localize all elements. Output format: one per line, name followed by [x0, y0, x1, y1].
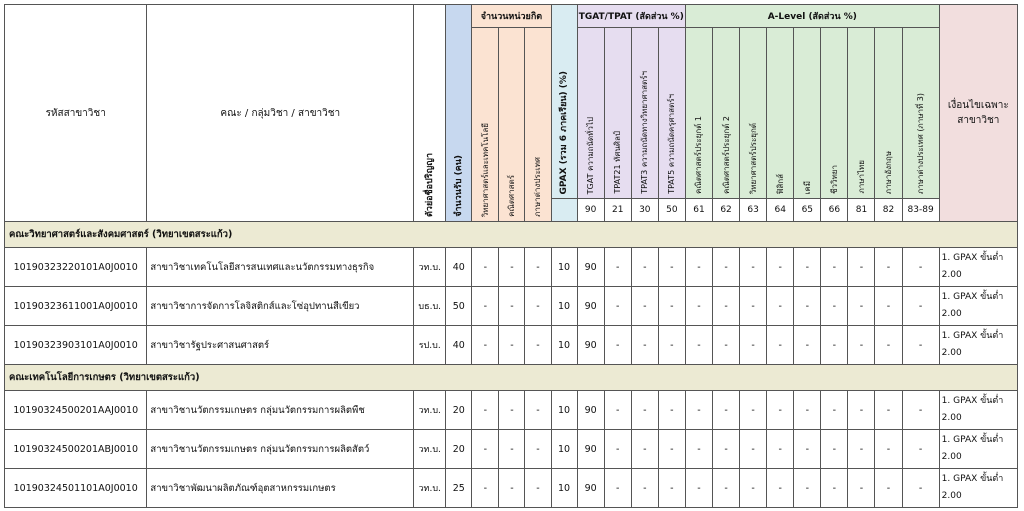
- header-tgat-group: TGAT/TPAT (สัดส่วน %): [577, 5, 685, 28]
- weight-cell: 81: [848, 199, 875, 222]
- weight-cell: 30: [631, 199, 658, 222]
- score-cell: -: [767, 469, 794, 508]
- unit-cell: -: [472, 248, 499, 287]
- score-cell: -: [875, 391, 902, 430]
- unit-cell: -: [525, 391, 551, 430]
- score-cell: -: [821, 430, 848, 469]
- score-cell: -: [821, 326, 848, 365]
- score-cell: -: [631, 248, 658, 287]
- weight-cell: 65: [794, 199, 821, 222]
- header-alevel-66: ชีววิทยา: [821, 28, 848, 199]
- score-cell: -: [685, 391, 712, 430]
- score-cell: -: [794, 287, 821, 326]
- condition-line: 2.00: [941, 309, 962, 319]
- condition-cell: [939, 287, 1017, 326]
- weight-cell: 62: [713, 199, 740, 222]
- score-cell: -: [767, 326, 794, 365]
- gpax-weight: 10: [551, 248, 577, 287]
- tgat-weight: 90: [577, 469, 604, 508]
- score-cell: -: [604, 287, 631, 326]
- weight-cell: 82: [875, 199, 902, 222]
- unit-cell: -: [472, 287, 499, 326]
- score-cell: -: [848, 430, 875, 469]
- program-name: สาขาวิชารัฐประศาสนศาสตร์: [147, 326, 414, 365]
- program-name: สาขาวิชาเทคโนโลยีสารสนเทศและนวัตกรรมทางธุรกิจ: [147, 248, 414, 287]
- score-cell: -: [875, 469, 902, 508]
- unit-cell: -: [499, 469, 525, 508]
- admission-table: [4, 4, 1018, 508]
- table-row: [5, 430, 1018, 469]
- header-alevel-group: A-Level (สัดส่วน %): [685, 5, 939, 28]
- faculty-row: [5, 222, 1018, 248]
- weight-cell: 64: [767, 199, 794, 222]
- score-cell: -: [658, 469, 685, 508]
- admit-count: 20: [446, 391, 472, 430]
- score-cell: -: [767, 287, 794, 326]
- score-cell: -: [902, 287, 939, 326]
- condition-cell: [939, 248, 1017, 287]
- score-cell: -: [902, 391, 939, 430]
- condition-line: 1. GPAX ขั้นต่ำ: [941, 474, 1004, 484]
- unit-cell: -: [525, 248, 551, 287]
- unit-cell: -: [525, 287, 551, 326]
- score-cell: -: [631, 469, 658, 508]
- program-name: สาขาวิชานวัตกรรมเกษตร กลุ่มนวัตกรรมการผลิตสัตว์: [147, 430, 414, 469]
- score-cell: -: [740, 469, 767, 508]
- header-alevel-63: วิทยาศาสตร์ประยุกต์: [740, 28, 767, 199]
- score-cell: -: [658, 391, 685, 430]
- condition-cell: [939, 469, 1017, 508]
- header-alevel-62: คณิตศาสตร์ประยุกต์ 2: [713, 28, 740, 199]
- header-tpat21: TPAT21 ทัศนศิลป์: [604, 28, 631, 199]
- score-cell: -: [685, 248, 712, 287]
- header-tpat3: TPAT3 ความถนัดทางวิทยาศาสตร์ฯ: [631, 28, 658, 199]
- tgat-weight: 90: [577, 248, 604, 287]
- weight-cell: 63: [740, 199, 767, 222]
- program-code: 10190323611001A0J0010: [5, 287, 147, 326]
- score-cell: -: [821, 248, 848, 287]
- unit-cell: -: [499, 430, 525, 469]
- tgat-weight: 90: [577, 391, 604, 430]
- score-cell: -: [685, 287, 712, 326]
- score-cell: -: [604, 430, 631, 469]
- header-alevel-81: ภาษาไทย: [848, 28, 875, 199]
- score-cell: -: [740, 326, 767, 365]
- score-cell: -: [875, 287, 902, 326]
- score-cell: -: [713, 287, 740, 326]
- condition-line: 2.00: [941, 452, 962, 462]
- header-code: รหัสสาขาวิชา: [5, 5, 147, 222]
- gpax-weight: 10: [551, 469, 577, 508]
- score-cell: -: [848, 391, 875, 430]
- score-cell: -: [848, 287, 875, 326]
- header-unit-lang: ภาษาต่างประเทศ: [525, 28, 551, 222]
- score-cell: -: [685, 469, 712, 508]
- unit-cell: -: [525, 469, 551, 508]
- unit-cell: -: [499, 391, 525, 430]
- score-cell: -: [875, 248, 902, 287]
- score-cell: -: [713, 430, 740, 469]
- score-cell: -: [848, 326, 875, 365]
- tgat-weight: 90: [577, 287, 604, 326]
- score-cell: -: [713, 469, 740, 508]
- header-degree: ตัวย่อชื่อปริญญา: [414, 5, 446, 222]
- gpax-weight: 10: [551, 430, 577, 469]
- degree-abbr: วท.บ.: [414, 469, 446, 508]
- program-code: 10190324500201AAJ0010: [5, 391, 147, 430]
- weight-cell: 21: [604, 199, 631, 222]
- score-cell: -: [604, 469, 631, 508]
- score-cell: -: [740, 391, 767, 430]
- score-cell: -: [658, 326, 685, 365]
- score-cell: -: [713, 391, 740, 430]
- score-cell: -: [631, 326, 658, 365]
- admit-count: 20: [446, 430, 472, 469]
- tgat-weight: 90: [577, 430, 604, 469]
- header-unit-group: จำนวนหน่วยกิต: [472, 5, 551, 28]
- header-unit-math: คณิตศาสตร์: [499, 28, 525, 222]
- weight-cell: 66: [821, 199, 848, 222]
- unit-cell: -: [472, 430, 499, 469]
- header-alevel-61: คณิตศาสตร์ประยุกต์ 1: [685, 28, 712, 199]
- score-cell: -: [794, 469, 821, 508]
- condition-line: 1. GPAX ขั้นต่ำ: [941, 331, 1004, 341]
- score-cell: -: [902, 326, 939, 365]
- weight-cell: 50: [658, 199, 685, 222]
- table-row: [5, 469, 1018, 508]
- unit-cell: -: [472, 326, 499, 365]
- unit-cell: -: [472, 391, 499, 430]
- score-cell: -: [821, 287, 848, 326]
- faculty-row: [5, 365, 1018, 391]
- unit-cell: -: [499, 326, 525, 365]
- degree-abbr: วท.บ.: [414, 430, 446, 469]
- table-row: [5, 391, 1018, 430]
- program-name: สาขาวิชานวัตกรรมเกษตร กลุ่มนวัตกรรมการผลิตพืช: [147, 391, 414, 430]
- header-name: คณะ / กลุ่มวิชา / สาขาวิชา: [147, 5, 414, 222]
- admit-count: 40: [446, 248, 472, 287]
- header-alevel-82: ภาษาอังกฤษ: [875, 28, 902, 199]
- score-cell: -: [604, 326, 631, 365]
- table-row: [5, 287, 1018, 326]
- degree-abbr: บธ.บ.: [414, 287, 446, 326]
- program-code: 10190323903101A0J0010: [5, 326, 147, 365]
- score-cell: -: [713, 248, 740, 287]
- condition-line: 2.00: [941, 491, 962, 501]
- score-cell: -: [740, 248, 767, 287]
- score-cell: -: [902, 469, 939, 508]
- admit-count: 50: [446, 287, 472, 326]
- score-cell: -: [740, 287, 767, 326]
- weight-cell: 90: [577, 199, 604, 222]
- gpax-weight: 10: [551, 287, 577, 326]
- score-cell: -: [875, 326, 902, 365]
- weight-cell: 61: [685, 199, 712, 222]
- gpax-weight: 10: [551, 326, 577, 365]
- faculty-title: คณะเทคโนโลยีการเกษตร (วิทยาเขตสระแก้ว): [5, 365, 1018, 391]
- score-cell: -: [631, 287, 658, 326]
- score-cell: -: [685, 430, 712, 469]
- program-name: สาขาวิชาการจัดการโลจิสติกส์และโซ่อุปทานสีเขียว: [147, 287, 414, 326]
- score-cell: -: [658, 287, 685, 326]
- condition-cell: [939, 326, 1017, 365]
- score-cell: -: [685, 326, 712, 365]
- score-cell: -: [767, 248, 794, 287]
- score-cell: -: [794, 391, 821, 430]
- score-cell: -: [631, 391, 658, 430]
- condition-line: 2.00: [941, 270, 962, 280]
- condition-line: 1. GPAX ขั้นต่ำ: [941, 292, 1004, 302]
- condition-line: 1. GPAX ขั้นต่ำ: [941, 253, 1004, 263]
- condition-line: 1. GPAX ขั้นต่ำ: [941, 435, 1004, 445]
- condition-cell: [939, 391, 1017, 430]
- score-cell: -: [848, 248, 875, 287]
- unit-cell: -: [525, 326, 551, 365]
- condition-cell: [939, 430, 1017, 469]
- header-condition: เงื่อนไขเฉพาะสาขาวิชา: [939, 5, 1017, 222]
- program-code: 10190324500201ABJ0010: [5, 430, 147, 469]
- score-cell: -: [658, 248, 685, 287]
- score-cell: -: [604, 391, 631, 430]
- score-cell: -: [848, 469, 875, 508]
- condition-line: 1. GPAX ขั้นต่ำ: [941, 396, 1004, 406]
- weight-cell: [551, 199, 577, 222]
- header-alevel-65: เคมี: [794, 28, 821, 199]
- score-cell: -: [658, 430, 685, 469]
- score-cell: -: [740, 430, 767, 469]
- table-row: [5, 248, 1018, 287]
- condition-line: 2.00: [941, 413, 962, 423]
- table-body: [5, 222, 1018, 508]
- score-cell: -: [794, 248, 821, 287]
- score-cell: -: [902, 248, 939, 287]
- score-cell: -: [821, 469, 848, 508]
- gpax-weight: 10: [551, 391, 577, 430]
- condition-line: 2.00: [941, 348, 962, 358]
- degree-abbr: วท.บ.: [414, 248, 446, 287]
- program-name: สาขาวิชาพัฒนาผลิตภัณฑ์อุตสาหกรรมเกษตร: [147, 469, 414, 508]
- admit-count: 25: [446, 469, 472, 508]
- score-cell: -: [794, 326, 821, 365]
- admit-count: 40: [446, 326, 472, 365]
- degree-abbr: วท.บ.: [414, 391, 446, 430]
- weight-cell: 83-89: [902, 199, 939, 222]
- score-cell: -: [794, 430, 821, 469]
- score-cell: -: [631, 430, 658, 469]
- score-cell: -: [767, 391, 794, 430]
- unit-cell: -: [525, 430, 551, 469]
- degree-abbr: รป.บ.: [414, 326, 446, 365]
- header-alevel-64: ฟิสิกส์: [767, 28, 794, 199]
- unit-cell: -: [499, 248, 525, 287]
- header-count: จำนวนรับ (คน): [446, 5, 472, 222]
- score-cell: -: [875, 430, 902, 469]
- tgat-weight: 90: [577, 326, 604, 365]
- header-tpat5: TPAT5 ความถนัดครุศาสตร์ฯ: [658, 28, 685, 199]
- header-tgat: TGAT ความถนัดทั่วไป: [577, 28, 604, 199]
- score-cell: -: [767, 430, 794, 469]
- header-gpax: GPAX (รวม 6 ภาคเรียน) (%): [551, 5, 577, 199]
- program-code: 10190323220101A0J0010: [5, 248, 147, 287]
- score-cell: -: [713, 326, 740, 365]
- header-unit-sci: วิทยาศาสตร์และเทคโนโลยี: [472, 28, 499, 222]
- header-alevel-83-89: ภาษาต่างประเทศ (ภาษาที่ 3): [902, 28, 939, 199]
- unit-cell: -: [499, 287, 525, 326]
- score-cell: -: [821, 391, 848, 430]
- score-cell: -: [604, 248, 631, 287]
- unit-cell: -: [472, 469, 499, 508]
- score-cell: -: [902, 430, 939, 469]
- program-code: 10190324501101A0J0010: [5, 469, 147, 508]
- table-row: [5, 326, 1018, 365]
- faculty-title: คณะวิทยาศาสตร์และสังคมศาสตร์ (วิทยาเขตสระแก้ว): [5, 222, 1018, 248]
